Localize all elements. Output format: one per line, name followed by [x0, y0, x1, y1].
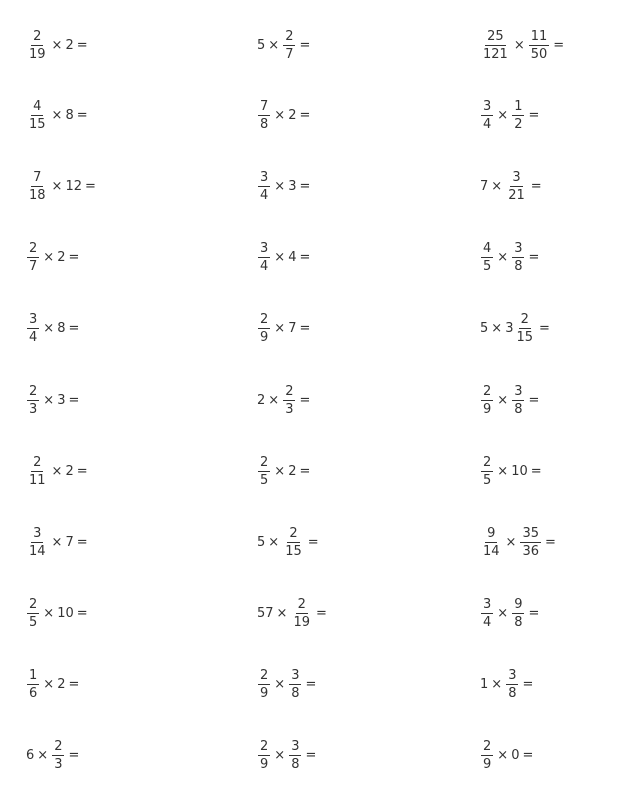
multiplication-problem [257, 664, 319, 704]
equals-sign: = [299, 37, 311, 53]
numerator: 2 [285, 28, 294, 44]
fraction [258, 740, 270, 771]
fraction [27, 598, 39, 629]
fraction [520, 527, 541, 558]
multiplication-problem [26, 308, 82, 348]
fraction [258, 456, 270, 487]
numerator: 2 [260, 738, 269, 754]
times-sign: × [491, 178, 503, 194]
fraction [258, 100, 270, 131]
times-sign: × [51, 107, 63, 123]
whole-number: 10 [57, 605, 74, 621]
fraction [289, 669, 301, 700]
equals-sign: = [68, 676, 80, 692]
whole-number: 12 [65, 178, 82, 194]
times-sign: × [497, 747, 509, 763]
multiplication-problem [26, 735, 82, 775]
denominator: 7 [285, 46, 294, 62]
numerator: 2 [483, 738, 492, 754]
denominator: 18 [29, 187, 46, 203]
equals-sign: = [76, 463, 88, 479]
fraction [289, 740, 301, 771]
numerator: 11 [530, 28, 548, 44]
times-sign: × [268, 534, 280, 550]
multiplication-problem [480, 25, 567, 65]
numerator: 9 [514, 596, 523, 612]
fraction [529, 30, 550, 61]
fraction [27, 527, 48, 558]
multiplication-problem [257, 380, 313, 420]
fraction [481, 456, 493, 487]
times-sign: × [274, 320, 286, 336]
equals-sign: = [528, 392, 540, 408]
fraction [506, 171, 527, 202]
fraction [283, 385, 295, 416]
whole-number: 2 [57, 249, 66, 265]
numerator: 2 [483, 454, 492, 470]
denominator: 7 [29, 258, 38, 274]
denominator: 5 [483, 258, 492, 274]
multiplication-problem [257, 735, 319, 775]
multiplication-problem [26, 380, 82, 420]
fraction [258, 242, 270, 273]
numerator: 2 [29, 383, 38, 399]
problem-row [0, 522, 629, 562]
fraction [512, 100, 524, 131]
denominator: 8 [260, 116, 269, 132]
multiplication-problem [26, 237, 82, 277]
whole-number: 3 [57, 392, 66, 408]
equals-sign: = [76, 534, 88, 550]
fraction [27, 385, 39, 416]
problem-row [0, 308, 629, 348]
multiplication-problem [257, 25, 313, 65]
equals-sign: = [299, 249, 311, 265]
times-sign: × [497, 463, 509, 479]
numerator: 7 [33, 169, 42, 185]
numerator: 3 [29, 311, 38, 327]
numerator: 2 [29, 596, 38, 612]
fraction [27, 30, 48, 61]
numerator: 2 [29, 240, 38, 256]
multiplication-problem [257, 451, 313, 491]
equals-sign: = [530, 463, 542, 479]
multiplication-problem [480, 308, 553, 348]
times-sign: × [43, 249, 55, 265]
numerator: 2 [33, 28, 42, 44]
numerator: 4 [483, 240, 492, 256]
equals-sign: = [299, 392, 311, 408]
whole-number: 5 [480, 320, 489, 336]
equals-sign: = [307, 534, 319, 550]
problem-row [0, 593, 629, 633]
multiplication-problem [257, 237, 313, 277]
numerator: 25 [487, 28, 504, 44]
fraction [481, 100, 493, 131]
fraction [481, 598, 493, 629]
fraction [27, 100, 48, 131]
whole-number: 2 [65, 37, 74, 53]
fraction [512, 242, 524, 273]
mixed-whole-part: 3 [505, 320, 514, 336]
multiplication-problem [257, 95, 313, 135]
denominator: 3 [29, 401, 38, 417]
denominator: 4 [483, 614, 492, 630]
fraction [512, 598, 524, 629]
numerator: 3 [508, 667, 517, 683]
equals-sign: = [299, 463, 311, 479]
whole-number: 2 [65, 463, 74, 479]
numerator: 2 [285, 383, 294, 399]
fraction [481, 527, 502, 558]
whole-number: 7 [288, 320, 297, 336]
multiplication-problem [480, 522, 559, 562]
multiplication-problem [26, 593, 91, 633]
numerator: 35 [522, 525, 539, 541]
equals-sign: = [68, 320, 80, 336]
times-sign: × [43, 392, 55, 408]
whole-number: 1 [480, 676, 489, 692]
times-sign: × [51, 37, 63, 53]
multiplication-problem [480, 735, 536, 775]
denominator: 121 [483, 46, 508, 62]
multiplication-problem [480, 593, 542, 633]
denominator: 8 [514, 401, 523, 417]
equals-sign: = [76, 37, 88, 53]
equals-sign: = [299, 107, 311, 123]
fraction [27, 456, 48, 487]
problem-row [0, 735, 629, 775]
times-sign: × [497, 392, 509, 408]
numerator: 2 [260, 311, 269, 327]
equals-sign: = [299, 320, 311, 336]
numerator: 2 [297, 596, 306, 612]
whole-number: 2 [57, 676, 66, 692]
equals-sign: = [553, 37, 565, 53]
fraction [258, 313, 270, 344]
times-sign: × [37, 747, 49, 763]
denominator: 36 [522, 543, 539, 559]
numerator: 4 [33, 98, 42, 114]
denominator: 15 [516, 329, 534, 345]
numerator: 3 [483, 98, 492, 114]
numerator: 3 [512, 169, 521, 185]
multiplication-problem [480, 451, 545, 491]
equals-sign: = [305, 676, 317, 692]
fraction [258, 669, 270, 700]
denominator: 11 [29, 472, 46, 488]
equals-sign: = [522, 676, 534, 692]
times-sign: × [497, 107, 509, 123]
numerator: 3 [33, 525, 42, 541]
problem-row [0, 25, 629, 65]
problem-row [0, 237, 629, 277]
equals-sign: = [76, 605, 88, 621]
denominator: 9 [483, 756, 492, 772]
denominator: 9 [260, 756, 269, 772]
fraction [481, 385, 493, 416]
multiplication-problem [480, 237, 542, 277]
equals-sign: = [76, 107, 88, 123]
multiplication-problem [26, 664, 82, 704]
multiplication-problem [480, 95, 542, 135]
numerator: 2 [54, 738, 63, 754]
numerator: 9 [487, 525, 496, 541]
whole-number: 3 [288, 178, 297, 194]
numerator: 2 [483, 383, 492, 399]
problem-row [0, 451, 629, 491]
denominator: 50 [530, 46, 548, 62]
equals-sign: = [316, 605, 327, 621]
times-sign: × [491, 320, 503, 336]
fraction [481, 242, 493, 273]
equals-sign: = [522, 747, 534, 763]
denominator: 5 [483, 472, 492, 488]
times-sign: × [274, 463, 286, 479]
numerator: 2 [260, 667, 269, 683]
equals-sign: = [305, 747, 317, 763]
whole-number: 10 [511, 463, 528, 479]
denominator: 15 [285, 543, 302, 559]
times-sign: × [51, 463, 63, 479]
whole-number: 2 [288, 463, 297, 479]
denominator: 19 [29, 46, 46, 62]
multiplication-problem [26, 451, 91, 491]
times-sign: × [491, 676, 503, 692]
whole-number: 7 [65, 534, 74, 550]
numerator: 3 [514, 240, 523, 256]
fraction [512, 385, 524, 416]
denominator: 4 [29, 329, 38, 345]
times-sign: × [497, 249, 509, 265]
denominator: 8 [514, 614, 523, 630]
problem-row [0, 380, 629, 420]
denominator: 6 [29, 685, 38, 701]
multiplication-problem [257, 166, 313, 206]
equals-sign: = [68, 249, 80, 265]
whole-number: 7 [480, 178, 489, 194]
numerator: 1 [514, 98, 523, 114]
numerator: 3 [291, 667, 300, 683]
times-sign: × [274, 676, 286, 692]
equals-sign: = [528, 249, 540, 265]
numerator: 2 [33, 454, 42, 470]
denominator: 19 [293, 614, 310, 630]
denominator: 8 [508, 685, 517, 701]
denominator: 14 [29, 543, 46, 559]
problem-row [0, 95, 629, 135]
multiplication-problem [26, 522, 91, 562]
whole-number: 8 [57, 320, 66, 336]
multiplication-problem [257, 308, 313, 348]
multiplication-problem [480, 664, 536, 704]
equals-sign: = [85, 178, 96, 194]
denominator: 8 [291, 756, 300, 772]
times-sign: × [497, 605, 509, 621]
times-sign: × [513, 37, 525, 53]
denominator: 8 [514, 258, 523, 274]
times-sign: × [274, 107, 286, 123]
equals-sign: = [528, 107, 540, 123]
equals-sign: = [545, 534, 556, 550]
multiplication-problem [26, 95, 91, 135]
whole-number: 2 [288, 107, 297, 123]
fraction [481, 740, 493, 771]
whole-number: 4 [288, 249, 297, 265]
fraction [52, 740, 64, 771]
whole-number: 5 [257, 534, 266, 550]
equals-sign: = [539, 320, 550, 336]
multiplication-problem [257, 593, 330, 633]
fraction [291, 598, 312, 629]
fraction [283, 527, 304, 558]
fraction [481, 30, 510, 61]
times-sign: × [268, 392, 280, 408]
fraction [27, 669, 39, 700]
numerator: 2 [289, 525, 298, 541]
denominator: 8 [291, 685, 300, 701]
times-sign: × [274, 747, 286, 763]
denominator: 4 [483, 116, 492, 132]
denominator: 4 [260, 258, 269, 274]
fraction [283, 30, 295, 61]
numerator: 1 [29, 667, 38, 683]
whole-number: 8 [65, 107, 74, 123]
denominator: 15 [29, 116, 46, 132]
numerator: 3 [291, 738, 300, 754]
numerator: 7 [260, 98, 269, 114]
times-sign: × [274, 249, 286, 265]
times-sign: × [268, 37, 280, 53]
fraction [27, 171, 48, 202]
numerator: 3 [260, 240, 269, 256]
denominator: 9 [260, 685, 269, 701]
whole-number: 5 [257, 37, 266, 53]
multiplication-problem [26, 166, 99, 206]
denominator: 3 [54, 756, 63, 772]
numerator: 2 [260, 454, 269, 470]
times-sign: × [43, 676, 55, 692]
multiplication-problem [480, 380, 542, 420]
equals-sign: = [68, 392, 80, 408]
whole-number: 6 [26, 747, 35, 763]
numerator: 3 [483, 596, 492, 612]
equals-sign: = [530, 178, 542, 194]
denominator: 5 [29, 614, 38, 630]
times-sign: × [505, 534, 517, 550]
times-sign: × [51, 534, 63, 550]
denominator: 4 [260, 187, 269, 203]
equals-sign: = [299, 178, 311, 194]
numerator: 3 [514, 383, 523, 399]
whole-number: 0 [511, 747, 520, 763]
fraction [506, 669, 518, 700]
numerator: 3 [260, 169, 269, 185]
denominator: 2 [514, 116, 523, 132]
fraction [258, 171, 270, 202]
equals-sign: = [68, 747, 80, 763]
times-sign: × [274, 178, 286, 194]
denominator: 5 [260, 472, 269, 488]
multiplication-problem [480, 166, 545, 206]
fraction [27, 242, 39, 273]
times-sign: × [51, 178, 63, 194]
numerator: 2 [520, 311, 529, 327]
denominator: 3 [285, 401, 294, 417]
times-sign: × [43, 605, 55, 621]
denominator: 9 [260, 329, 269, 345]
fraction [27, 313, 39, 344]
denominator: 21 [508, 187, 525, 203]
multiplication-problem [257, 522, 322, 562]
whole-number: 57 [257, 605, 274, 621]
problem-row [0, 664, 629, 704]
times-sign: × [43, 320, 55, 336]
problem-row [0, 166, 629, 206]
multiplication-problem [26, 25, 91, 65]
denominator: 14 [483, 543, 500, 559]
denominator: 9 [483, 401, 492, 417]
whole-number: 2 [257, 392, 266, 408]
times-sign: × [276, 605, 288, 621]
fraction [514, 313, 535, 344]
equals-sign: = [528, 605, 540, 621]
